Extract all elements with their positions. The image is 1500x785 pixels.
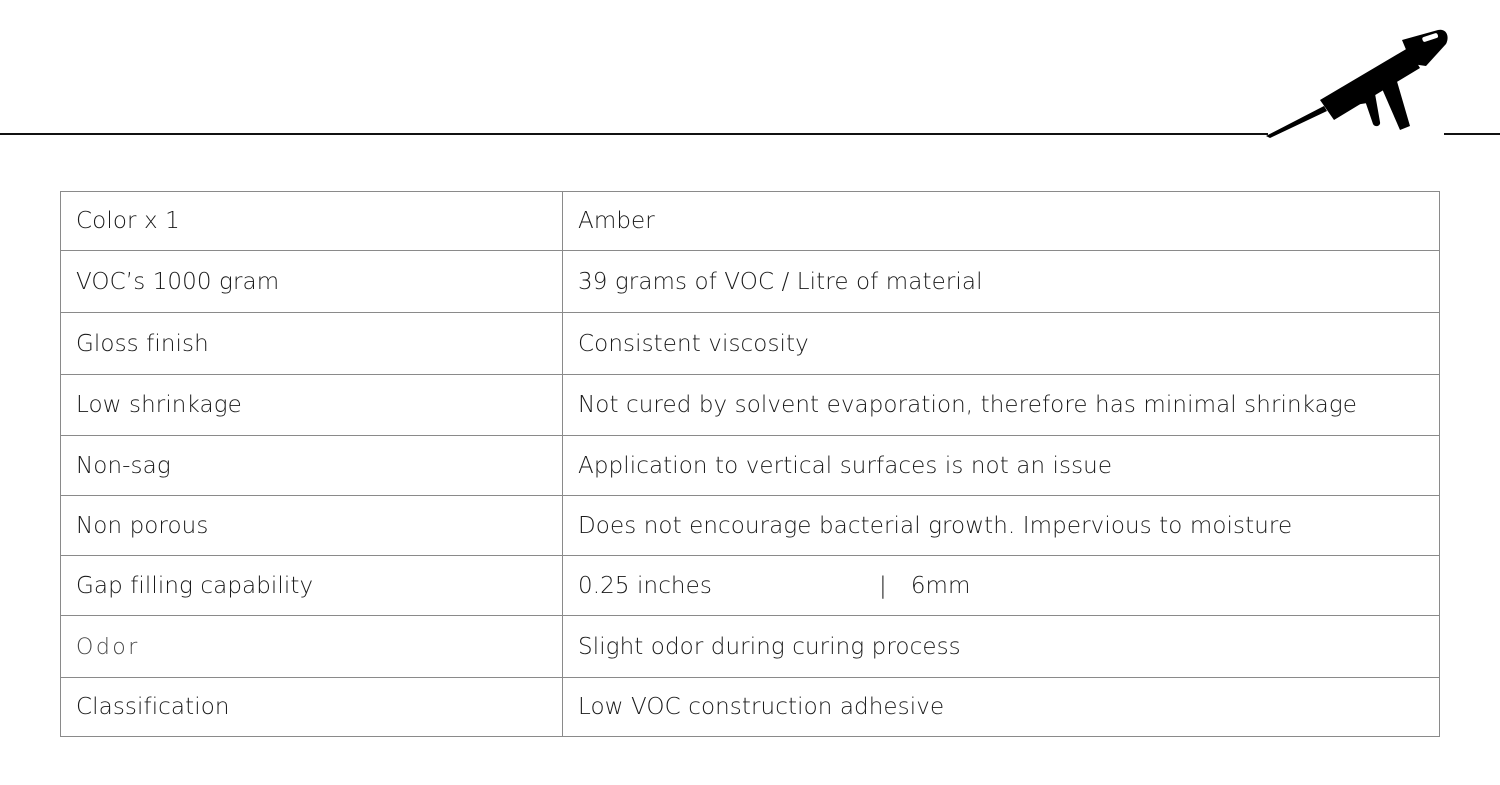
value-cell: Amber — [563, 192, 1440, 251]
table-row — [61, 496, 1440, 556]
value-cell: Slight odor during curing process — [563, 616, 1440, 678]
value-separator: | — [878, 572, 887, 599]
property-cell: Non-sag — [61, 436, 563, 496]
property-cell: VOC’s 1000 gram — [61, 251, 563, 313]
table-row — [61, 436, 1440, 496]
value-inches: 0.25 inches — [578, 572, 712, 599]
property-cell: Non porous — [61, 496, 563, 556]
odor-label: Odor — [76, 634, 140, 660]
value-cell: Application to vertical surfaces is not an issue — [563, 436, 1440, 496]
property-cell: Classification — [61, 678, 563, 737]
property-cell: Gap filling capability — [61, 556, 563, 616]
table-row — [61, 313, 1440, 375]
value-mm: 6mm — [910, 572, 971, 599]
property-cell: Gloss finish — [61, 313, 563, 375]
property-cell — [61, 616, 563, 678]
value-cell — [563, 556, 1440, 616]
header-divider-left — [0, 133, 1268, 135]
property-cell: Color x 1 — [61, 192, 563, 251]
table-row — [61, 616, 1440, 678]
property-cell: Low shrinkage — [61, 375, 563, 436]
value-cell: Not cured by solvent evaporation, therefore has minimal shrinkage — [563, 375, 1440, 436]
value-cell: 39 grams of VOC / Litre of material — [563, 251, 1440, 313]
header-divider-right — [1444, 133, 1500, 135]
caulking-gun-icon — [1262, 26, 1452, 138]
table-row — [61, 375, 1440, 436]
table-row — [61, 556, 1440, 616]
value-cell: Does not encourage bacterial growth. Impervious to moisture — [563, 496, 1440, 556]
table-row — [61, 251, 1440, 313]
value-cell: Consistent viscosity — [563, 313, 1440, 375]
value-cell: Low VOC construction adhesive — [563, 678, 1440, 737]
specifications-table — [60, 191, 1440, 737]
table-row — [61, 678, 1440, 737]
table-row — [61, 192, 1440, 251]
